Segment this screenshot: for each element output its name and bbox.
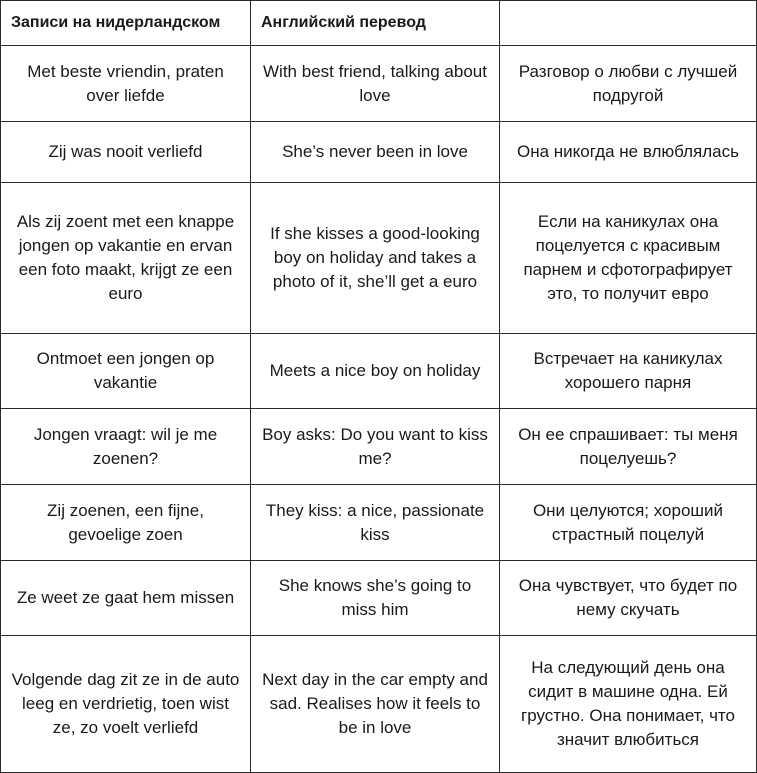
cell-dutch: Jongen vraagt: wil je me zoenen?	[1, 409, 251, 485]
cell-dutch: Zij was nooit verliefd	[1, 122, 251, 183]
cell-english: With best friend, talking about love	[251, 46, 500, 122]
cell-english: Next day in the car empty and sad. Realises how it feels to be in love	[251, 636, 500, 773]
cell-russian: Они целуются; хороший страстный поцелуй	[500, 485, 757, 561]
cell-dutch: Ontmoet een jongen op vakantie	[1, 334, 251, 409]
header-russian	[500, 1, 757, 46]
table-row	[1, 122, 757, 183]
cell-russian: Встречает на каникулах хорошего парня	[500, 334, 757, 409]
cell-english: Boy asks: Do you want to kiss me?	[251, 409, 500, 485]
cell-english: She’s never been in love	[251, 122, 500, 183]
cell-russian: Она никогда не влюблялась	[500, 122, 757, 183]
cell-dutch: Als zij zoent met een knappe jongen op vakantie en ervan een foto maakt, krijgt ze een euro	[1, 183, 251, 334]
cell-dutch: Ze weet ze gaat hem missen	[1, 561, 251, 636]
cell-russian: Она чувствует, что будет по нему скучать	[500, 561, 757, 636]
cell-english: They kiss: a nice, passionate kiss	[251, 485, 500, 561]
table-row	[1, 485, 757, 561]
table-row	[1, 636, 757, 773]
cell-dutch: Zij zoenen, een fijne, gevoelige zoen	[1, 485, 251, 561]
table-row	[1, 334, 757, 409]
header-dutch: Записи на нидерландском	[1, 1, 251, 46]
cell-english: She knows she’s going to miss him	[251, 561, 500, 636]
cell-english: If she kisses a good-looking boy on holiday and takes a photo of it, she’ll get a euro	[251, 183, 500, 334]
cell-dutch: Met beste vriendin, praten over liefde	[1, 46, 251, 122]
cell-english: Meets a nice boy on holiday	[251, 334, 500, 409]
header-english: Английский перевод	[251, 1, 500, 46]
header-row	[1, 1, 757, 46]
table-row	[1, 409, 757, 485]
table-row	[1, 561, 757, 636]
cell-russian: Он ее спрашивает: ты меня поцелуешь?	[500, 409, 757, 485]
cell-dutch: Volgende dag zit ze in de auto leeg en verdrietig, toen wist ze, zo voelt verliefd	[1, 636, 251, 773]
cell-russian: Если на каникулах она поцелуется с красивым парнем и сфотографирует это, то получит евро	[500, 183, 757, 334]
table-row	[1, 46, 757, 122]
cell-russian: На следующий день она сидит в машине одна. Ей грустно. Она понимает, что значит влюбиться	[500, 636, 757, 773]
table-row	[1, 183, 757, 334]
cell-russian: Разговор о любви с лучшей подругой	[500, 46, 757, 122]
